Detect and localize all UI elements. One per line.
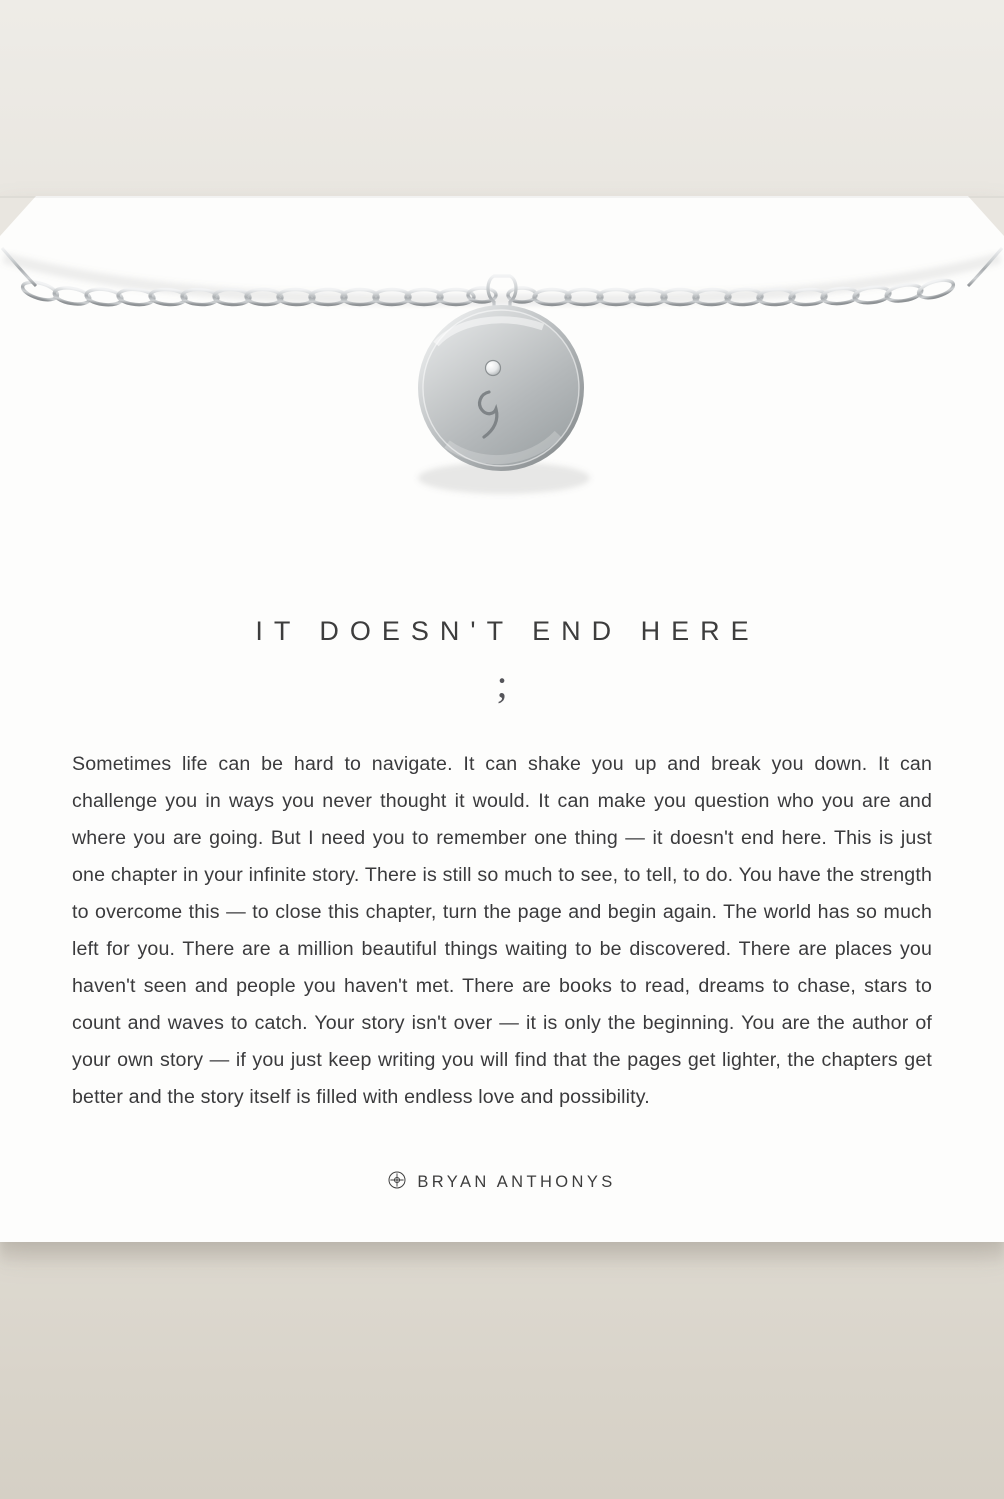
page-title: IT DOESN'T END HERE bbox=[255, 616, 760, 646]
background-lower bbox=[0, 1236, 1004, 1499]
background-upper bbox=[0, 0, 1004, 210]
card-body-text: Sometimes life can be hard to navigate. It can shake you up and break you down. It can challenge you in ways you never thought it would. It can make you question who you are and where you are going. But I need you to remember one thing — it doesn't end here. This is just one chapter in your infinite story. There is still so much to see, to tell, to do. You have the strength to overcome this — to close this chapter, turn the page and begin again. The world has so much left for you. There are a million beautiful things waiting to be discovered. There are places you haven't seen and people you haven't met. There are books to read, dreams to chase, stars to count and waves to catch. Your story isn't over — it is only the beginning. You are the author of your own story — if you just keep writing you will find that the pages get lighter, the chapters get better and the story itself is filled with endless love and possibility. bbox=[72, 753, 932, 1108]
brand-signature bbox=[0, 1171, 1004, 1194]
brand-name: BRYAN ANTHONYS bbox=[417, 1173, 616, 1191]
semicolon-divider: ; bbox=[496, 661, 508, 706]
bryan-anthonys-circle-logo bbox=[388, 1171, 406, 1194]
card-content bbox=[0, 196, 1004, 1242]
